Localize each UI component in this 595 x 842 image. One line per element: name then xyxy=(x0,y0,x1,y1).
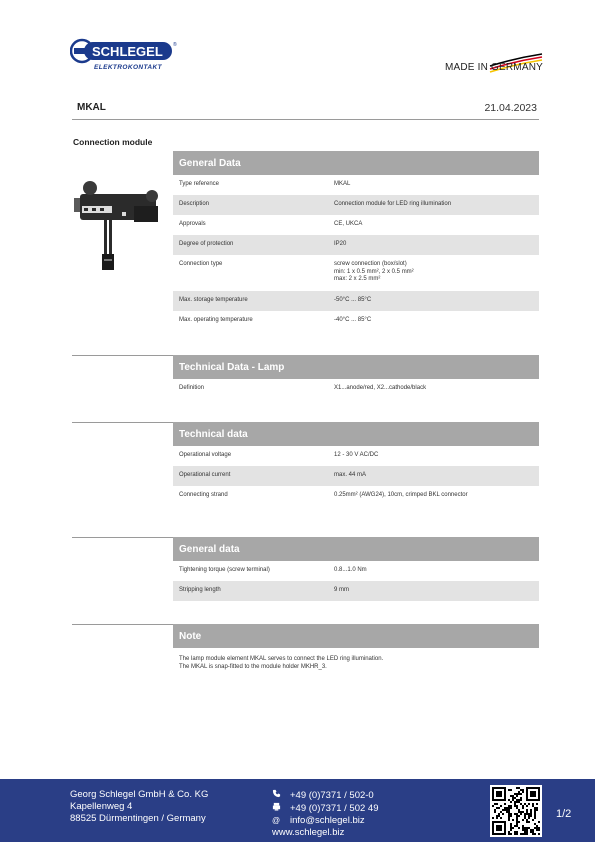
row-value: MKAL xyxy=(334,181,351,187)
row-value: -50°C ... 85°C xyxy=(334,297,372,303)
note-line: The lamp module element MKAL serves to connect the LED ring illumination. xyxy=(179,656,384,662)
row-value: max. 44 mA xyxy=(334,472,367,478)
table-row xyxy=(173,561,539,581)
table-row xyxy=(173,195,539,215)
technical-data-section xyxy=(173,422,539,506)
row-value-line: max: 2 x 2.5 mm² xyxy=(334,276,381,282)
table-row xyxy=(173,255,539,291)
technical-data-lamp-section xyxy=(173,355,539,399)
phone-line xyxy=(272,789,378,802)
logo-wordmark: SCHLEGEL xyxy=(92,44,163,59)
phone-link[interactable]: +49 (0)7371 / 502-0 xyxy=(290,789,374,801)
document-date: 21.04.2023 xyxy=(484,102,537,114)
divider xyxy=(72,355,173,356)
row-value: CE, UKCA xyxy=(334,221,363,227)
row-label: Connecting strand xyxy=(179,492,228,498)
email-link[interactable]: info@schlegel.biz xyxy=(290,815,365,826)
company-contact xyxy=(272,789,378,839)
table-row xyxy=(173,311,539,331)
made-in-germany: MADE IN GERMANY xyxy=(444,62,543,73)
company-city: 88525 Dürmentingen / Germany xyxy=(70,813,206,824)
table-row xyxy=(173,215,539,235)
section-title: Technical Data - Lamp xyxy=(173,355,539,379)
product-image xyxy=(74,176,164,276)
title-row xyxy=(72,102,539,120)
row-label: Definition xyxy=(179,385,205,391)
row-value: 0.8...1.0 Nm xyxy=(334,567,367,573)
email-line xyxy=(272,815,378,827)
footer xyxy=(0,779,595,842)
row-value: IP20 xyxy=(334,241,347,247)
table-row xyxy=(173,235,539,255)
row-value-line: min: 1 x 0.5 mm², 2 x 0.5 mm² xyxy=(334,268,414,275)
row-value: 9 mm xyxy=(334,587,349,593)
table-row xyxy=(173,175,539,195)
general-data-section xyxy=(173,151,539,331)
table-row xyxy=(173,466,539,486)
divider xyxy=(72,537,173,538)
note-text xyxy=(173,648,539,671)
fax-line xyxy=(272,802,378,815)
fax-icon xyxy=(272,802,290,815)
table-row xyxy=(173,486,539,506)
row-value: X1...anode/red, X2...cathode/black xyxy=(334,385,427,391)
website-link[interactable]: www.schlegel.biz xyxy=(272,827,345,838)
row-label: Type reference xyxy=(179,181,220,187)
fax-number: +49 (0)7371 / 502 49 xyxy=(290,802,379,814)
row-label: Max. storage temperature xyxy=(179,297,248,303)
note-section xyxy=(173,624,539,671)
row-value: 12 - 30 V AC/DC xyxy=(334,452,379,458)
section-title: General Data xyxy=(173,151,539,175)
phone-icon xyxy=(272,789,290,802)
row-label: Degree of protection xyxy=(179,241,234,247)
row-value xyxy=(334,261,539,291)
module-subtitle: Connection module xyxy=(73,137,153,147)
divider xyxy=(72,422,173,423)
row-label: Connection type xyxy=(179,261,223,267)
logo-subtitle: ELEKTROKONTAKT xyxy=(94,64,162,71)
row-value: Connection module for LED ring illumination xyxy=(334,201,452,207)
page-number: 1/2 xyxy=(556,808,572,820)
section-title: Note xyxy=(173,624,539,648)
registered-mark: ® xyxy=(173,42,177,48)
row-label: Operational current xyxy=(179,472,231,478)
row-value: 0.25mm² (AWG24), 10cm, crimped BKL connector xyxy=(334,492,468,498)
web-line xyxy=(272,827,378,839)
row-label: Operational voltage xyxy=(179,452,232,458)
row-label: Tightening torque (screw terminal) xyxy=(179,567,270,573)
row-value: -40°C ... 85°C xyxy=(334,317,372,323)
section-title: General data xyxy=(173,537,539,561)
product-title: MKAL xyxy=(77,102,106,113)
qr-code xyxy=(490,785,542,837)
row-label: Stripping length xyxy=(179,587,221,593)
section-title: Technical data xyxy=(173,422,539,446)
table-row xyxy=(173,379,539,399)
divider xyxy=(72,624,173,625)
company-address xyxy=(70,789,208,825)
company-name: Georg Schlegel GmbH & Co. KG xyxy=(70,789,209,800)
row-label: Max. operating temperature xyxy=(179,317,253,323)
table-row xyxy=(173,446,539,466)
note-line: The MKAL is snap-fitted to the module holder MKHR_3. xyxy=(179,663,327,670)
company-street: Kapellenweg 4 xyxy=(70,801,133,812)
row-label: Approvals xyxy=(179,221,206,227)
general-data-2-section xyxy=(173,537,539,601)
table-row xyxy=(173,581,539,601)
row-value-line: screw connection (box/slot) xyxy=(334,261,407,267)
row-label: Description xyxy=(179,201,210,207)
table-row xyxy=(173,291,539,311)
email-icon: @ xyxy=(272,816,281,825)
